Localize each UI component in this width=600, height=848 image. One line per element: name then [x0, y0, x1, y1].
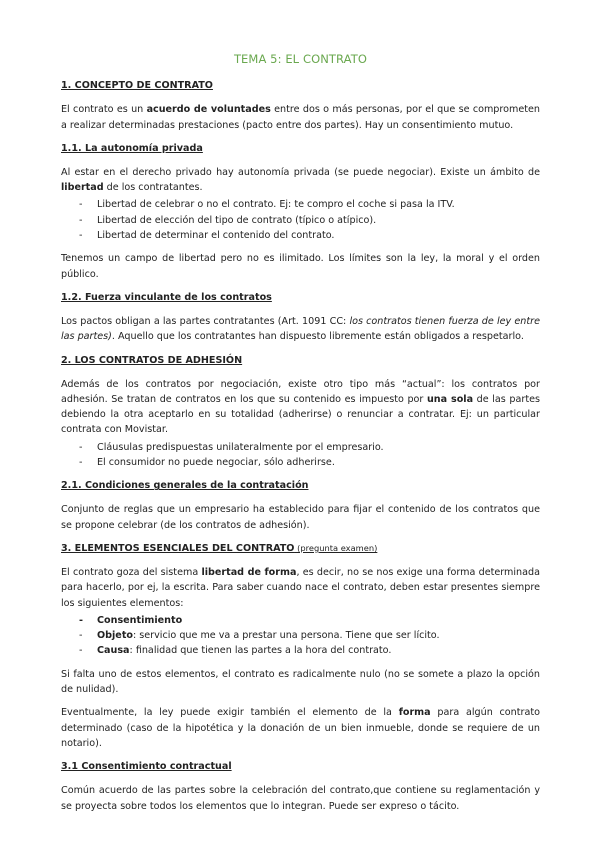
bold-text: Consentimiento [97, 614, 183, 626]
section-1-paragraph [61, 102, 540, 133]
section-1-1-list [61, 197, 540, 243]
text: Además de los contratos por negociación, existe otro tipo más “actual”: los contratos por adhesión. Se tratan de contratos en los que su contenido es impuesto por [61, 378, 540, 405]
text: entre dos o más personas, por el que se comprometen a realizar determinadas prestaciones (pacto entre dos partes). Hay un consentimiento mutuo. [61, 104, 540, 131]
section-3-heading [61, 541, 540, 556]
section-3-paragraph-2: Si falta uno de estos elementos, el contrato es radicalmente nulo (no se somete a plazo la opción de nulidad). [61, 668, 540, 696]
bold-text: libertad [61, 182, 104, 194]
list-item: - Libertad de determinar el contenido del contrato. [61, 228, 540, 243]
document-title: TEMA 5: EL CONTRATO [233, 52, 368, 66]
text: de las partes debiendo la otra aceptarlo en su totalidad (adherirse) o renunciar a contratar. Ej: un particular contrata con Movistar. [61, 393, 540, 436]
list-item: - Cláusulas predispuestas unilateralmente por el empresario. [61, 440, 540, 455]
list-item: - Libertad de celebrar o no el contrato. Ej: te compro el coche si pasa la ITV. [61, 197, 540, 212]
list-item: - Libertad de elección del tipo de contrato (típico o atípico). [61, 213, 540, 228]
section-1-1-paragraph [61, 165, 540, 196]
section-1-heading: 1. CONCEPTO DE CONTRATO [61, 80, 213, 92]
text: : finalidad que tienen las partes a la hora del contrato. [129, 645, 392, 657]
section-3-1-heading: 3.1 Consentimiento contractual [61, 761, 232, 773]
section-3-list [61, 613, 540, 659]
section-2-paragraph [61, 377, 540, 438]
text: El contrato goza del sistema [61, 566, 202, 578]
text: : servicio que me va a prestar una persona. Tiene que ser lícito. [133, 630, 440, 642]
exam-note: (pregunta examen) [294, 542, 378, 553]
italic-text: los contratos tienen fuerza de ley entre las partes) [61, 315, 540, 343]
text: Al estar en el derecho privado hay autonomía privada (se puede negociar). Existe un ámbito de [61, 166, 540, 178]
list-item [61, 628, 540, 643]
bold-text: forma [398, 707, 431, 719]
text: El contrato es un [61, 104, 147, 116]
bold-text: una sola [426, 393, 474, 405]
text: de los contratantes. [103, 182, 203, 194]
list-item [61, 613, 540, 628]
heading-text: 3. ELEMENTOS ESENCIALES DEL CONTRATO [61, 542, 295, 554]
list-item: - El consumidor no puede negociar, sólo adherirse. [61, 455, 540, 470]
list-item [61, 643, 540, 658]
section-1-1-heading: 1.1. La autonomía privada [61, 142, 203, 154]
section-3-paragraph [61, 565, 540, 611]
text: . Aquello que los contratantes han dispuesto libremente están obligados a respetarlo. [111, 331, 524, 343]
section-2-list [61, 440, 540, 471]
bold-text: Causa [97, 645, 130, 657]
section-2-1-paragraph: Conjunto de reglas que un empresario ha establecido para fijar el contenido de los contratos que se propone celebrar (de los contratos de adhesión). [61, 504, 540, 531]
document-body [61, 52, 540, 822]
text: , es decir, no se nos exige una forma determinada para hacerlo, por ej, la escrita. Para saber cuando nace el contrato, deben estar presentes siempre los siguientes elementos: [61, 566, 540, 609]
bold-text: acuerdo de voluntades [146, 104, 271, 116]
text: para algún contrato determinado (caso de la hipotética y la donación de un bien inmueble, donde se requiere de un notario). [61, 707, 540, 749]
section-3-1-paragraph: Común acuerdo de las partes sobre la celebración del contrato,que contiene su reglamentación y se proyecta sobre todos los elementos que lo integran. Puede ser expreso o tácito. [61, 785, 540, 812]
text: Eventualmente, la ley puede exigir también el elemento de la [61, 707, 399, 719]
section-1-1-paragraph-2: Tenemos un campo de libertad pero no es ilimitado. Los límites son la ley, la moral y el orden público. [61, 253, 540, 280]
bold-text: libertad de forma [201, 566, 297, 578]
section-1-2-heading: 1.2. Fuerza vinculante de los contratos [61, 291, 272, 303]
section-2-1-heading: 2.1. Condiciones generales de la contratación [61, 480, 309, 492]
bold-text: Objeto [97, 630, 133, 642]
section-1-2-paragraph [61, 314, 540, 345]
section-3-paragraph-3 [61, 705, 540, 751]
section-2-heading: 2. LOS CONTRATOS DE ADHESIÓN [61, 354, 243, 366]
text: Los pactos obligan a las partes contratantes (Art. 1091 CC: [61, 315, 350, 327]
